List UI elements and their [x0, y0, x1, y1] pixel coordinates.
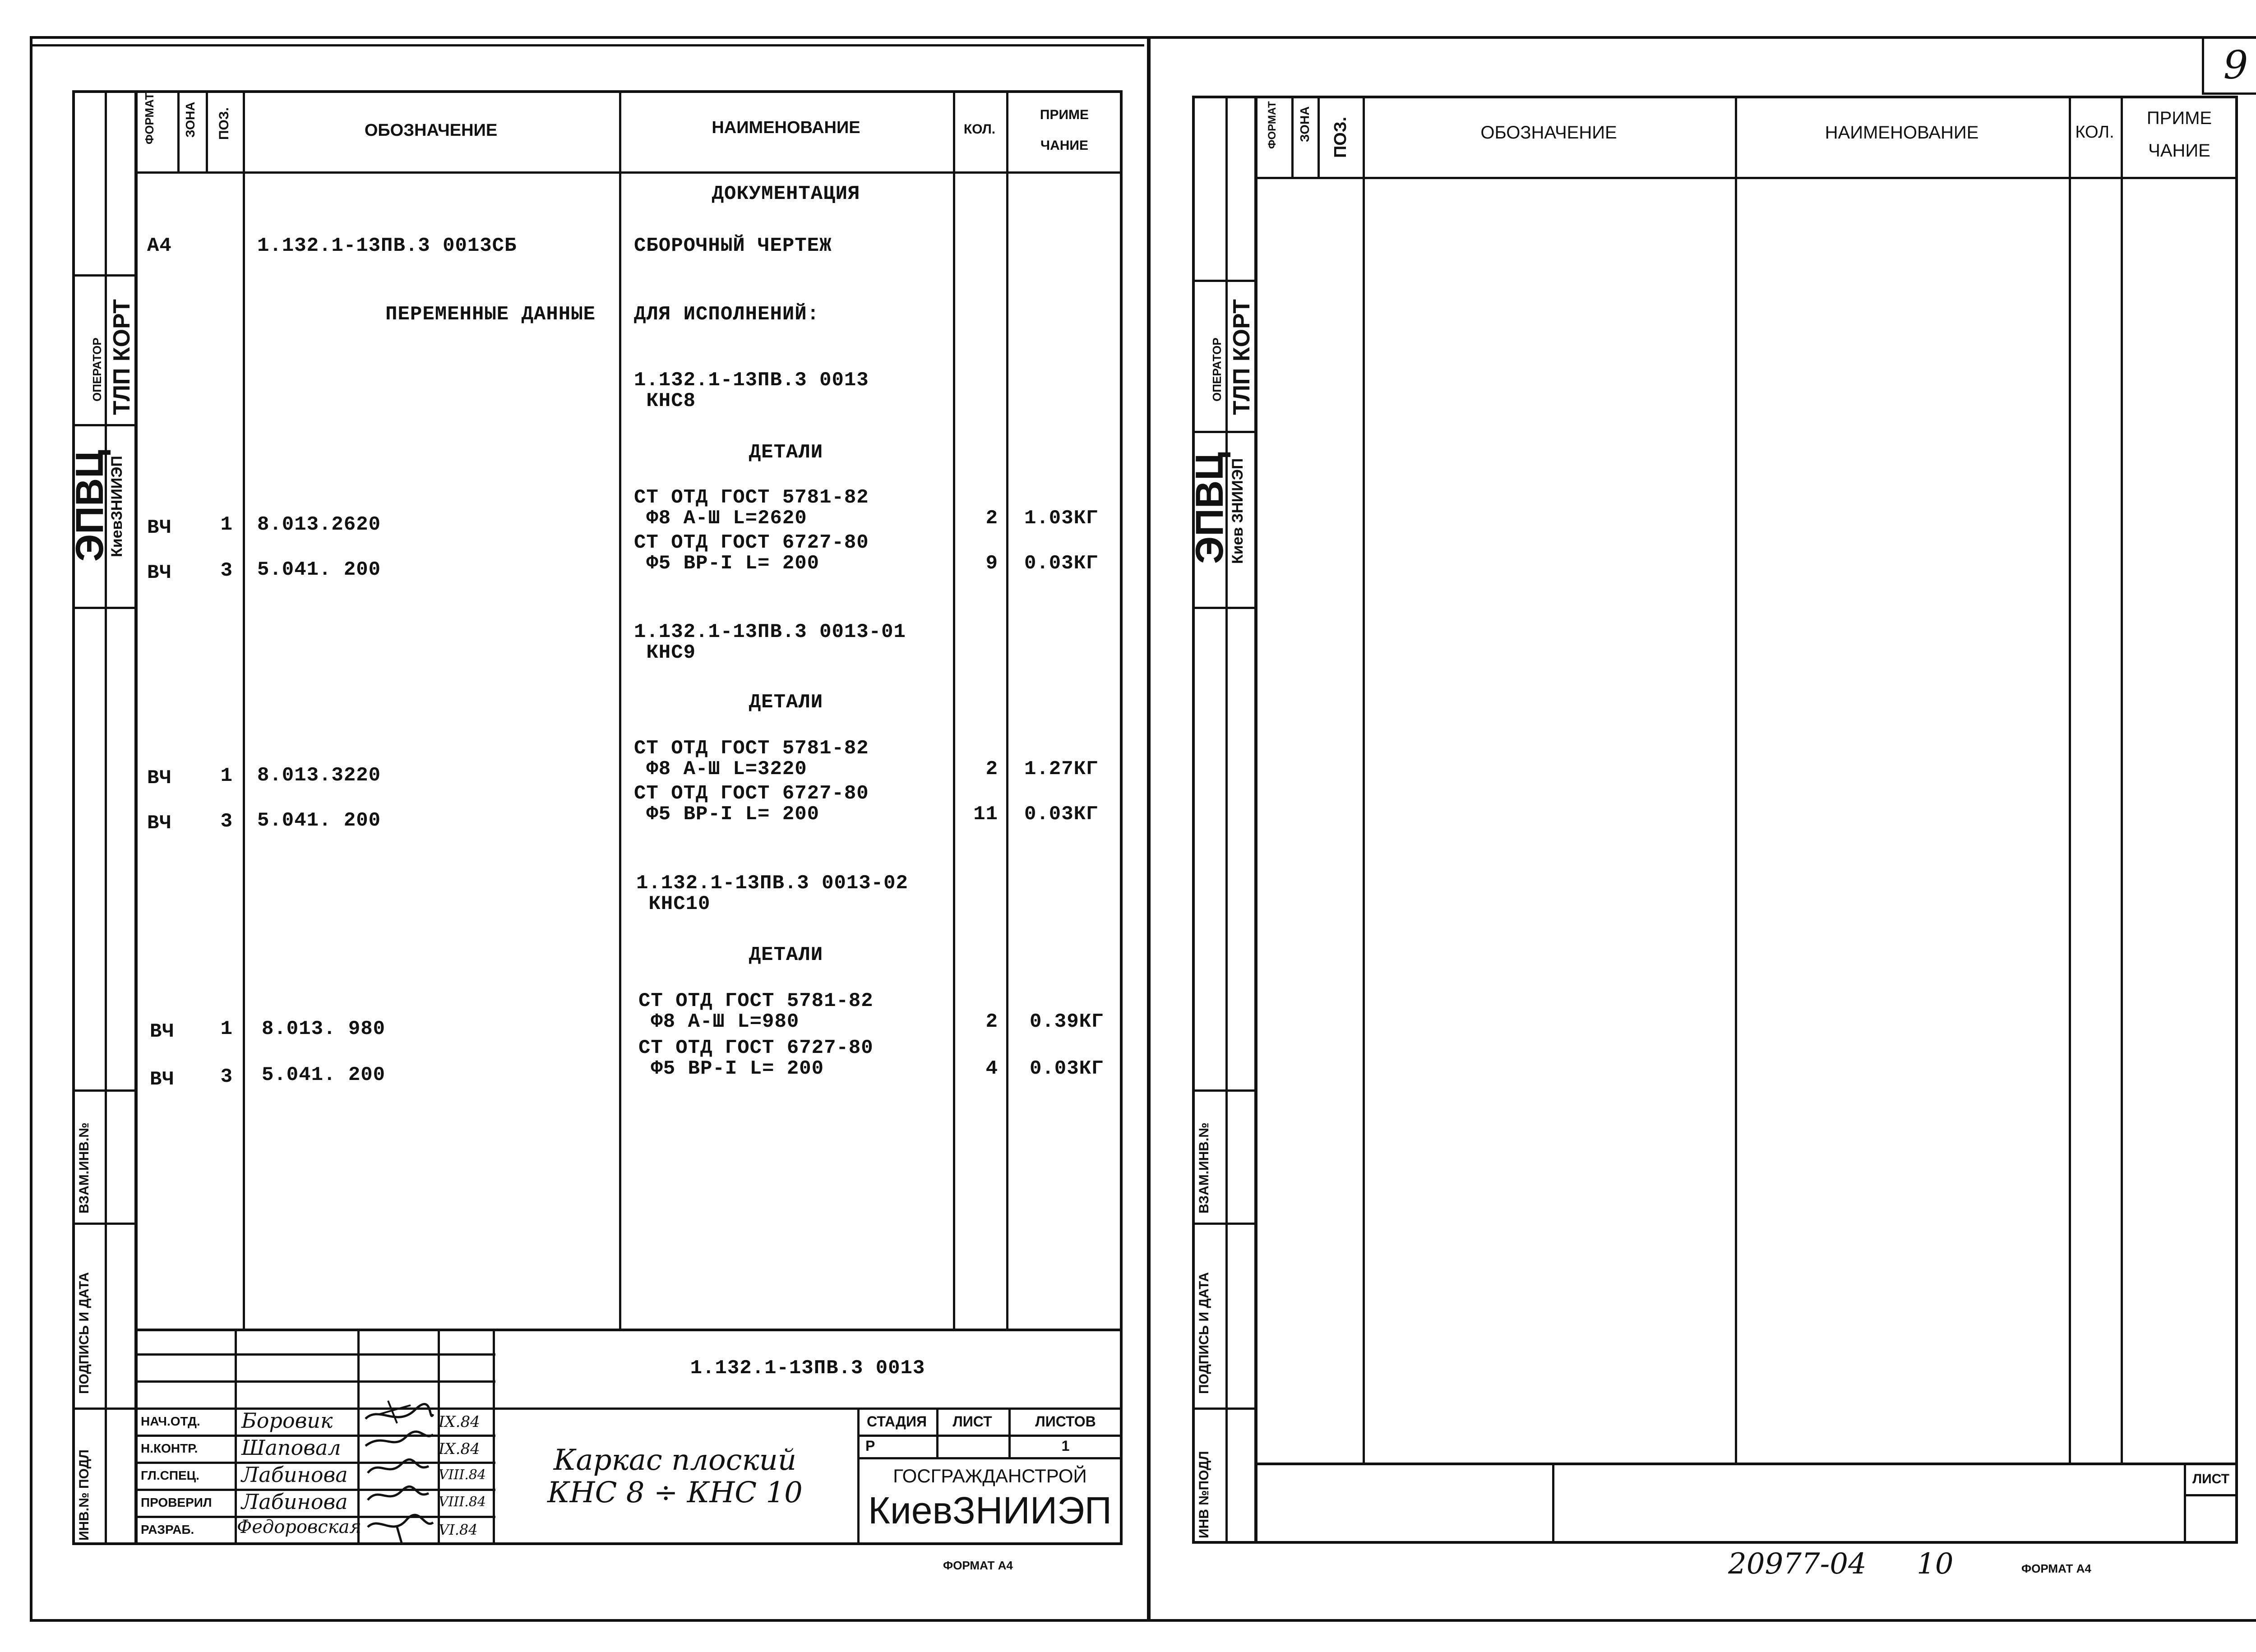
tb-person: Федоровская [237, 1517, 361, 1537]
left-header-bottom [134, 171, 1123, 174]
row-format: ВЧ [147, 562, 172, 584]
col-line [2069, 96, 2071, 1463]
side-vzam: ВЗАМ.ИНВ.№ [1197, 1122, 1211, 1214]
tb-person: Лабинова [241, 1490, 348, 1514]
side-stamp-divider [105, 90, 107, 1545]
side-vzam: ВЗАМ.ИНВ.№ [77, 1122, 92, 1214]
row-designation: ПЕРЕМЕННЫЕ ДАННЫЕ [385, 303, 596, 326]
tb-org2: КиевЗНИИЭП [868, 1489, 1112, 1532]
row-designation: 8.013.2620 [257, 513, 381, 536]
row-name: СТ ОТД ГОСТ 5781-82 Ф8 А-Ш L=3220 [634, 737, 869, 780]
side-stamp-line [72, 274, 138, 277]
row-pos: 1 [220, 765, 233, 787]
col-line [1735, 96, 1737, 1463]
tb-person: Лабинова [241, 1463, 348, 1487]
tb-person: Боровик [241, 1408, 333, 1433]
row-format: ВЧ [150, 1068, 175, 1091]
row-note: 0.03КГ [1024, 552, 1099, 575]
col-line [2121, 96, 2123, 1463]
col-line [1363, 96, 1365, 1463]
hdr-note-2: ЧАНИЕ [2148, 141, 2210, 161]
row-format: ВЧ [147, 767, 172, 789]
side-kiev: КиевЗНИИЭП [108, 456, 125, 557]
side-stamp-line [72, 1089, 138, 1092]
hdr-note-1: ПРИМЕ [1040, 107, 1089, 122]
col-line [1318, 96, 1320, 177]
left-top-edge [30, 44, 1144, 46]
row-note: 0.39КГ [1030, 1011, 1104, 1033]
row-name: СТ ОТД ГОСТ 5781-82 Ф8 А-Ш L=980 [638, 990, 874, 1033]
row-designation: 8.013. 980 [262, 1018, 386, 1040]
hdr-zone: ЗОНА [183, 102, 197, 138]
row-qty: 4 [985, 1057, 998, 1080]
tb-sheets-label: ЛИСТОВ [1035, 1413, 1096, 1430]
row-pos: 3 [220, 559, 233, 582]
row-note: 0.03КГ [1024, 803, 1099, 826]
hdr-note-1: ПРИМЕ [2146, 108, 2212, 128]
row-name: 1.132.1-13ПВ.3 0013-01 КНС9 [634, 621, 906, 664]
row-designation: 8.013.3220 [257, 764, 381, 787]
row-name: ДЕТАЛИ [749, 691, 823, 714]
tb-role: РАЗРАБ. [141, 1523, 194, 1537]
row-pos: 1 [220, 1018, 233, 1040]
tb-sheet-label: ЛИСТ [952, 1413, 992, 1430]
side-stamp-line [72, 1407, 138, 1410]
side-epvc: ЭПВЦ [68, 450, 111, 562]
hdr-name: НАИМЕНОВАНИЕ [712, 118, 860, 137]
tb-role: Н.КОНТР. [141, 1441, 198, 1455]
tb-date: VIII.84 [439, 1467, 486, 1483]
tb-stage-value: Р [865, 1438, 875, 1454]
row-note: 1.27КГ [1024, 758, 1099, 780]
row-pos: 3 [220, 1066, 233, 1088]
row-qty: 2 [985, 1011, 998, 1033]
col-line [1291, 96, 1294, 177]
row-name: ДЛЯ ИСПОЛНЕНИЙ: [634, 303, 820, 326]
row-format: ВЧ [150, 1020, 175, 1043]
tb-date: VI.84 [439, 1521, 478, 1538]
right-bottom-line [2184, 1494, 2238, 1496]
row-pos: 1 [220, 513, 233, 536]
tb-org1: ГОСГРАЖДАНСТРОЙ [893, 1465, 1087, 1486]
side-stamp-line [72, 424, 138, 426]
hdr-pos: ПОЗ. [1331, 116, 1350, 158]
tb-title-line1: Каркас плоский [553, 1444, 797, 1477]
side-stamp-line [72, 607, 138, 609]
tb-role: ГЛ.СПЕЦ. [141, 1468, 199, 1482]
tb-line [857, 1457, 1123, 1459]
left-format-footer: ФОРМАТ А4 [943, 1559, 1013, 1572]
tb-sheets-value: 1 [1061, 1438, 1070, 1454]
sheet-number: 10 [1917, 1547, 1954, 1581]
row-designation: 5.041. 200 [262, 1064, 386, 1086]
tb-col [438, 1329, 440, 1545]
hdr-pos: ПОЗ. [217, 107, 231, 140]
side-operator: ОПЕРАТОР [90, 337, 104, 401]
row-name: СБОРОЧНЫЙ ЧЕРТЕЖ [634, 235, 832, 257]
tb-line [134, 1353, 495, 1356]
row-pos: 3 [220, 810, 233, 833]
side-stamp-line [1192, 431, 1257, 433]
row-name: 1.132.1-13ПВ.3 0013 КНС8 [634, 369, 869, 412]
right-sheet-label: ЛИСТ [2192, 1472, 2229, 1486]
row-name: ДЕТАЛИ [749, 944, 823, 966]
row-name: ДЕТАЛИ [749, 441, 823, 464]
right-format-footer: ФОРМАТ А4 [2021, 1562, 2091, 1575]
col-line [953, 90, 955, 1329]
right-bottom-col [1552, 1463, 1554, 1544]
tb-date: VIII.84 [439, 1494, 486, 1510]
right-table-frame [1254, 96, 2238, 1544]
hdr-zone: ЗОНА [1298, 106, 1312, 142]
row-note: 0.03КГ [1030, 1057, 1104, 1080]
side-podpis: ПОДПИСЬ И ДАТА [77, 1272, 92, 1394]
col-line [206, 90, 208, 171]
right-bottom-line [1254, 1463, 2238, 1465]
row-name: СТ ОТД ГОСТ 6727-80 Ф5 ВР-I L= 200 [638, 1037, 874, 1080]
hdr-qty: КОЛ. [2075, 123, 2114, 142]
side-stamp-line [1192, 607, 1257, 609]
tb-date: IX.84 [439, 1440, 480, 1458]
hdr-note-2: ЧАНИЕ [1040, 138, 1088, 153]
hdr-designation: ОБОЗНАЧЕНИЕ [1480, 123, 1617, 143]
hdr-format: ФОРМАТ [1266, 101, 1278, 149]
hdr-qty: КОЛ. [963, 122, 996, 137]
page-number-box-edge [2202, 92, 2256, 95]
tb-stage-label: СТАДИЯ [867, 1413, 927, 1430]
side-stamp-line [1192, 1089, 1257, 1092]
tb-col [357, 1329, 360, 1545]
side-stamp-line [72, 1223, 138, 1225]
col-line [243, 90, 245, 1329]
row-name: 1.132.1-13ПВ.3 0013-02 КНС10 [636, 872, 908, 915]
side-tlp-kort: ТЛП КОРТ [1229, 299, 1255, 415]
side-stamp-line [1192, 1407, 1257, 1410]
tb-date: IX.84 [439, 1413, 480, 1431]
row-qty: 11 [973, 803, 998, 826]
sheet-divider [1147, 36, 1151, 1622]
tb-doc-code: 1.132.1-13ПВ.3 0013 [690, 1357, 925, 1380]
row-format: ВЧ [147, 517, 172, 539]
side-tlp-kort: ТЛП КОРТ [109, 299, 135, 415]
hdr-name: НАИМЕНОВАНИЕ [1825, 123, 1979, 143]
tb-col [235, 1329, 237, 1545]
side-inv: ИНВ №ПОДЛ [1197, 1451, 1211, 1538]
hdr-format: ФОРМАТ [143, 92, 156, 144]
row-format: ВЧ [147, 812, 172, 835]
row-name: СТ ОТД ГОСТ 6727-80 Ф5 ВР-I L= 200 [634, 782, 869, 826]
page-number: 9 [2223, 43, 2248, 88]
tb-role: НАЧ.ОТД. [141, 1414, 200, 1428]
row-name: СТ ОТД ГОСТ 5781-82 Ф8 А-Ш L=2620 [634, 486, 869, 530]
side-epvc: ЭПВЦ [1188, 452, 1231, 564]
row-name: СТ ОТД ГОСТ 6727-80 Ф5 ВР-I L= 200 [634, 531, 869, 575]
row-designation: 1.132.1-13ПВ.3 0013СБ [257, 235, 517, 257]
row-designation: 5.041. 200 [257, 809, 381, 832]
col-line [177, 90, 180, 171]
tb-title-line2: КНС 8 ÷ КНС 10 [547, 1476, 803, 1509]
row-qty: 2 [985, 758, 998, 780]
side-stamp-line [1192, 1223, 1257, 1225]
right-header-bottom [1254, 177, 2238, 179]
row-qty: 2 [985, 507, 998, 530]
tb-line [857, 1435, 1123, 1437]
row-designation: 5.041. 200 [257, 558, 381, 581]
row-note: 1.03КГ [1024, 507, 1099, 530]
col-line [1006, 90, 1008, 1329]
tb-top [134, 1329, 1123, 1331]
row-format: А4 [147, 235, 172, 257]
side-podpis: ПОДПИСЬ И ДАТА [1197, 1272, 1211, 1394]
hdr-designation: ОБОЗНАЧЕНИЕ [364, 121, 498, 140]
signature-marks [361, 1396, 438, 1545]
row-qty: 9 [985, 552, 998, 575]
side-operator: ОПЕРАТОР [1210, 337, 1224, 401]
side-inv: ИНВ.№ ПОДЛ [77, 1449, 92, 1541]
side-stamp-line [1192, 280, 1257, 282]
side-kiev: Киев ЗНИИЭП [1229, 458, 1246, 564]
side-stamp-divider [1225, 96, 1228, 1544]
tb-line [134, 1380, 495, 1383]
tb-person: Шаповал [241, 1435, 341, 1460]
row-name: ДОКУМЕНТАЦИЯ [712, 183, 860, 205]
archive-number: 20977-04 [1728, 1547, 1867, 1581]
tb-role: ПРОВЕРИЛ [141, 1495, 212, 1509]
